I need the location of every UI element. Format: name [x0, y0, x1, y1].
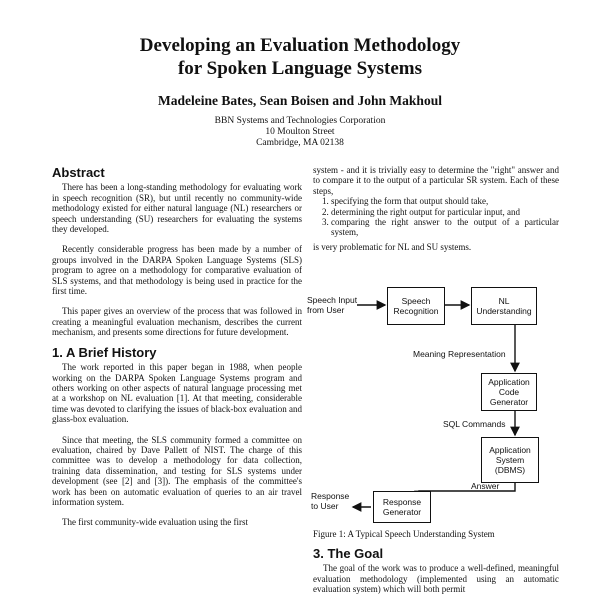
authors: Madeleine Bates, Sean Boisen and John Makhoul: [158, 93, 442, 108]
abstract-paragraph-2: Recently considerable progress has been made by a number of groups involved in the DARPA Spoken Language Systems (SLS) program to agree on a methodology for comparative evaluation of SLS systems, and that methodology is being used in practice for the first time.: [52, 244, 302, 297]
affiliation-line-3: Cambridge, MA 02138: [256, 138, 344, 148]
abstract-heading: Abstract: [52, 165, 105, 180]
affiliation: [0, 116, 600, 149]
arrow-dbms-to-response: [419, 483, 515, 499]
step-item: 2. determining the right output for particular input, and: [331, 207, 559, 217]
affiliation-line-2: 10 Moulton Street: [265, 127, 335, 137]
step-item: 3. comparing the right answer to the output of a particular system,: [331, 217, 559, 238]
right-column: [313, 165, 559, 252]
right-outro-text: is very problematic for NL and SU systems.: [313, 241, 472, 252]
box-speech-recognition: Speech Recognition: [387, 287, 445, 325]
paper-title: [0, 34, 600, 80]
box-application-system: Application System (DBMS): [481, 437, 539, 483]
section-1-paragraph-2: Since that meeting, the SLS community formed a committee on evaluation, chaired by Dave Pallett of NIST. The charge of this committee was to develop a methodology for data collection, training data dissemination, and testing for SLS systems under development (see [2] and [3]). The emphasis of the committee's work has been on automatic evaluation of queries to an air travel information system.: [52, 434, 302, 507]
abstract-paragraph-3: This paper gives an overview of the process that was followed in creating a meaningful evaluation mechanism, describes the current mechanism, and presents some directions for future development.: [52, 306, 302, 338]
figure-caption: Figure 1: A Typical Speech Understanding System: [313, 529, 495, 539]
figure-1-diagram: [305, 285, 565, 547]
title-line-2: for Spoken Language Systems: [177, 58, 423, 79]
steps-list: [313, 196, 559, 238]
section-1-heading: 1. A Brief History: [52, 344, 157, 360]
label-sql-commands: SQL Commands: [443, 419, 506, 429]
affiliation-line-1: BBN Systems and Technologies Corporation: [214, 116, 386, 126]
label-response-to-user: Response to User: [311, 491, 350, 511]
label-answer: Answer: [471, 481, 500, 491]
box-application-code-generator: Application Code Generator: [481, 373, 537, 411]
section-3-paragraph-1: The goal of the work was to produce a well-defined, meaningful evaluation methodology (implemented using an automatic evaluation system) which will both permit: [313, 563, 559, 595]
label-meaning-representation: Meaning Representation: [413, 349, 506, 359]
box-nl-understanding: NL Understanding: [471, 287, 537, 325]
right-intro-text: system - and it is trivially easy to determine the "right" answer and to compare it to the output of a particular SR system. Each of these steps,: [313, 165, 559, 196]
section-3-heading: 3. The Goal: [313, 546, 384, 561]
section-1-paragraph-3: The first community-wide evaluation using the first: [62, 517, 248, 528]
section-3: [313, 546, 559, 605]
abstract-paragraph-1: There has been a long-standing methodology for evaluating work in speech recognition (SR), but until recently no community-wide methodology existed for either natural language (NL) researchers or speech understanding (SU) researchers for evaluating the systems they developed.: [52, 182, 302, 235]
title-line-1: Developing an Evaluation Methodology: [139, 35, 461, 56]
label-speech-input: Speech Input from User: [307, 295, 358, 315]
box-response-generator: Response Generator: [373, 491, 431, 523]
section-1-paragraph-1: The work reported in this paper began in 1988, when people working on the DARPA Spoken Language Systems program and others working on other aspects of natural language processing met at a workshop on NL evaluation [1]. At that meeting, considerable time was devoted to clarifying the issues of black-box evaluation and glass-box evaluation.: [52, 362, 302, 425]
step-item: 1. specifying the form that output should take,: [331, 196, 559, 206]
left-column: [52, 165, 302, 538]
